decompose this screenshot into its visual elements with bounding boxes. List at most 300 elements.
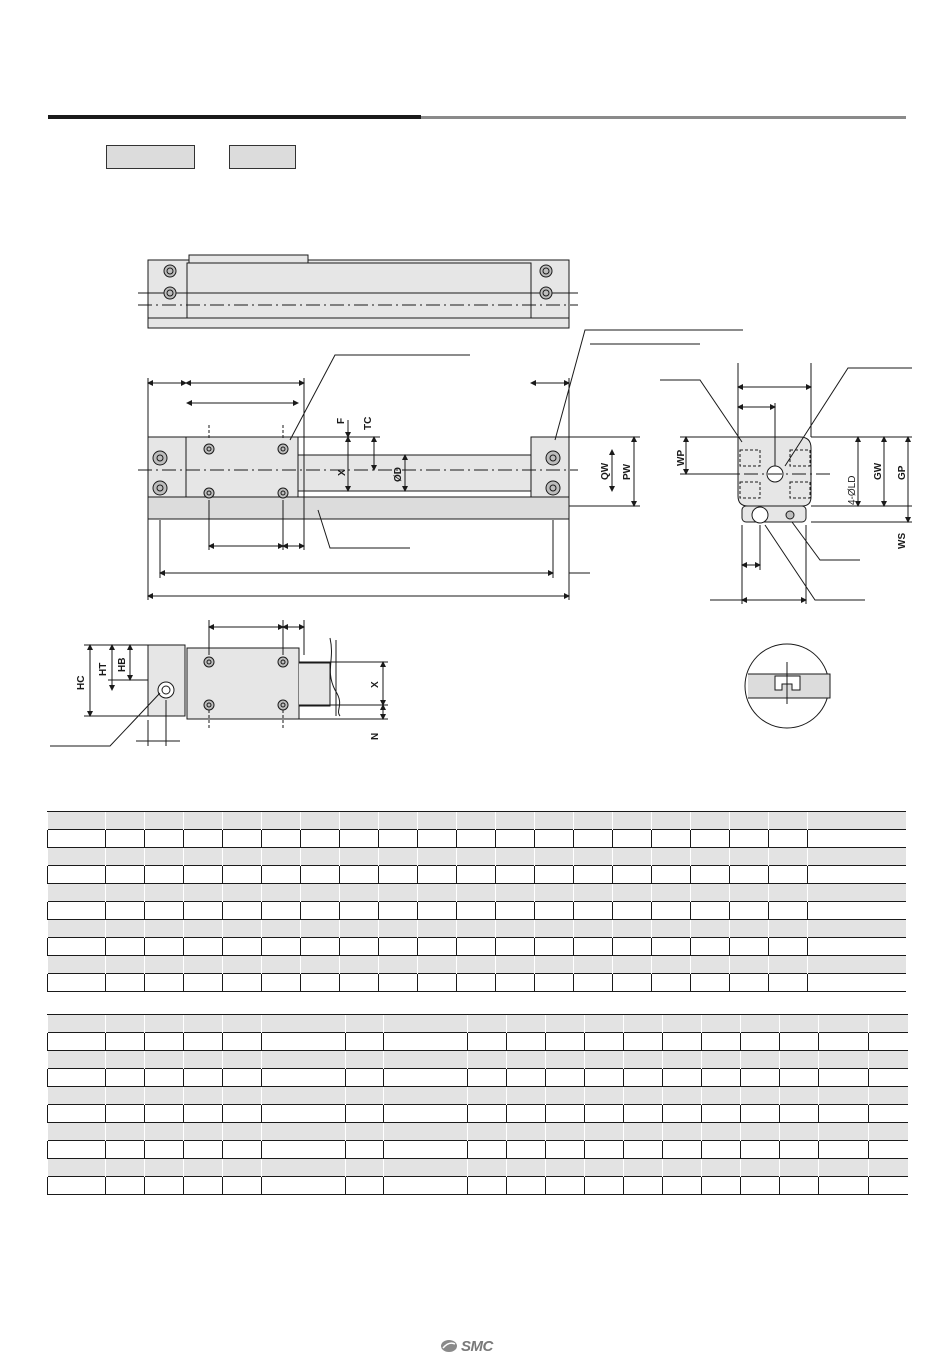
- table-cell: [379, 902, 418, 920]
- table-row: [48, 1123, 908, 1141]
- table-cell: [301, 956, 340, 974]
- table-cell: [301, 866, 340, 884]
- table-cell: [546, 1069, 585, 1087]
- table-cell: [340, 902, 379, 920]
- table-cell: [468, 1087, 507, 1105]
- table-cell: [702, 1051, 741, 1069]
- table-cell: [624, 1141, 663, 1159]
- table-cell: [418, 902, 457, 920]
- table-cell: [48, 1105, 106, 1123]
- dim-label-ht: HT: [98, 662, 109, 676]
- table-cell: [652, 884, 691, 902]
- table-cell: [702, 1141, 741, 1159]
- dim-label-wp: WP: [676, 449, 687, 466]
- table-cell: [496, 938, 535, 956]
- table-cell: [346, 1015, 384, 1033]
- table-cell: [702, 1069, 741, 1087]
- table-cell: [507, 1141, 546, 1159]
- table-cell: [535, 938, 574, 956]
- table-cell: [535, 830, 574, 848]
- table-cell: [546, 1033, 585, 1051]
- table-cell: [106, 1015, 145, 1033]
- table-cell: [384, 1105, 468, 1123]
- table-cell: [769, 830, 808, 848]
- table-cell: [624, 1159, 663, 1177]
- table-cell: [262, 974, 301, 992]
- table-cell: [663, 1051, 702, 1069]
- table-cell: [418, 956, 457, 974]
- dim-label-qw: QW: [600, 462, 611, 480]
- table-cell: [223, 1033, 262, 1051]
- smc-logo: [440, 1336, 510, 1356]
- table-cell: [869, 1177, 908, 1195]
- table-cell: [384, 1087, 468, 1105]
- table-cell: [691, 920, 730, 938]
- table-cell: [468, 1051, 507, 1069]
- table-cell: [780, 1123, 819, 1141]
- table-cell: [457, 920, 496, 938]
- table-cell: [106, 1051, 145, 1069]
- table-cell: [808, 866, 906, 884]
- table-cell: [663, 1015, 702, 1033]
- table-cell: [496, 830, 535, 848]
- table-cell: [496, 956, 535, 974]
- table-cell: [663, 1087, 702, 1105]
- table-cell: [223, 1015, 262, 1033]
- dim-label-gp: GP: [897, 465, 908, 480]
- table-cell: [819, 1051, 869, 1069]
- table-cell: [702, 1123, 741, 1141]
- table-cell: [546, 1123, 585, 1141]
- table-cell: [730, 956, 769, 974]
- table-cell: [340, 812, 379, 830]
- table-cell: [384, 1015, 468, 1033]
- table-cell: [301, 848, 340, 866]
- table-cell: [613, 830, 652, 848]
- table-cell: [457, 884, 496, 902]
- table-row: [48, 974, 906, 992]
- table-cell: [145, 1159, 184, 1177]
- table-cell: [184, 1141, 223, 1159]
- table-cell: [574, 884, 613, 902]
- table-cell: [418, 848, 457, 866]
- table-cell: [346, 1087, 384, 1105]
- table-cell: [780, 1159, 819, 1177]
- table-cell: [869, 1051, 908, 1069]
- table-cell: [384, 1033, 468, 1051]
- table-cell: [496, 866, 535, 884]
- table-cell: [780, 1087, 819, 1105]
- table-cell: [741, 1105, 780, 1123]
- table-cell: [340, 884, 379, 902]
- table-cell: [663, 1141, 702, 1159]
- table-cell: [869, 1141, 908, 1159]
- table-cell: [702, 1177, 741, 1195]
- table-cell: [730, 938, 769, 956]
- table-cell: [819, 1159, 869, 1177]
- table-cell: [184, 1123, 223, 1141]
- table-cell: [691, 974, 730, 992]
- table-cell: [702, 1015, 741, 1033]
- table-cell: [741, 1087, 780, 1105]
- table-cell: [106, 1177, 145, 1195]
- dim-label-od: ØD: [393, 467, 404, 482]
- table-cell: [585, 1051, 624, 1069]
- table-cell: [546, 1087, 585, 1105]
- table-cell: [624, 1033, 663, 1051]
- table-cell: [346, 1141, 384, 1159]
- table-cell: [48, 1087, 106, 1105]
- table-cell: [223, 1177, 262, 1195]
- table-cell: [585, 1141, 624, 1159]
- table-cell: [507, 1105, 546, 1123]
- table-cell: [869, 1033, 908, 1051]
- table-cell: [262, 1087, 346, 1105]
- table-cell: [585, 1033, 624, 1051]
- table-cell: [730, 812, 769, 830]
- table-cell: [574, 866, 613, 884]
- table-cell: [468, 1141, 507, 1159]
- table-cell: [780, 1177, 819, 1195]
- table-cell: [384, 1159, 468, 1177]
- table-cell: [48, 1033, 106, 1051]
- table-cell: [301, 830, 340, 848]
- table-row: [48, 920, 906, 938]
- table-cell: [691, 866, 730, 884]
- table-cell: [106, 974, 145, 992]
- table-cell: [457, 848, 496, 866]
- table-cell: [769, 920, 808, 938]
- table-cell: [769, 866, 808, 884]
- table-cell: [741, 1069, 780, 1087]
- table-cell: [457, 938, 496, 956]
- table-cell: [262, 1051, 346, 1069]
- table-cell: [730, 830, 769, 848]
- table-cell: [106, 1141, 145, 1159]
- table-cell: [663, 1033, 702, 1051]
- table-cell: [780, 1033, 819, 1051]
- table-cell: [223, 938, 262, 956]
- dim-label-gw: GW: [873, 462, 884, 480]
- table-cell: [184, 848, 223, 866]
- table-row: [48, 848, 906, 866]
- table-cell: [574, 848, 613, 866]
- table-cell: [769, 938, 808, 956]
- table-cell: [496, 848, 535, 866]
- dim-label-ws: WS: [897, 532, 908, 549]
- table-cell: [340, 920, 379, 938]
- dim-label-pw: PW: [622, 463, 633, 480]
- table-cell: [468, 1105, 507, 1123]
- table-cell: [262, 1105, 346, 1123]
- table-cell: [418, 866, 457, 884]
- table-cell: [223, 1051, 262, 1069]
- table-cell: [184, 974, 223, 992]
- table-cell: [223, 884, 262, 902]
- table-cell: [184, 884, 223, 902]
- table-cell: [106, 956, 145, 974]
- table-cell: [730, 974, 769, 992]
- table-cell: [184, 830, 223, 848]
- table-cell: [48, 1141, 106, 1159]
- table-cell: [652, 920, 691, 938]
- table-cell: [48, 938, 106, 956]
- table-cell: [346, 1051, 384, 1069]
- table-cell: [184, 1033, 223, 1051]
- table-cell: [663, 1123, 702, 1141]
- table-cell: [663, 1177, 702, 1195]
- table-cell: [262, 938, 301, 956]
- table-cell: [340, 974, 379, 992]
- table-cell: [457, 830, 496, 848]
- dim-label-f: F: [336, 417, 347, 424]
- table-cell: [145, 1069, 184, 1087]
- table-cell: [262, 884, 301, 902]
- table-cell: [379, 866, 418, 884]
- table-cell: [702, 1033, 741, 1051]
- table-cell: [184, 1105, 223, 1123]
- table-cell: [546, 1177, 585, 1195]
- table-cell: [384, 1141, 468, 1159]
- table-cell: [145, 884, 184, 902]
- table-cell: [585, 1015, 624, 1033]
- table-cell: [691, 830, 730, 848]
- table-cell: [145, 1051, 184, 1069]
- table-cell: [346, 1159, 384, 1177]
- table-cell: [262, 1159, 346, 1177]
- side-view: [660, 363, 912, 728]
- table-cell: [730, 884, 769, 902]
- table-cell: [184, 812, 223, 830]
- table-cell: [346, 1069, 384, 1087]
- dimensions-table-1: [47, 811, 906, 992]
- table-cell: [507, 1087, 546, 1105]
- table-cell: [340, 848, 379, 866]
- table-cell: [585, 1087, 624, 1105]
- table-cell: [145, 938, 184, 956]
- table-cell: [819, 1087, 869, 1105]
- table-cell: [262, 1069, 346, 1087]
- table-cell: [145, 956, 184, 974]
- table-cell: [457, 974, 496, 992]
- table-cell: [780, 1141, 819, 1159]
- table-cell: [184, 1069, 223, 1087]
- table-cell: [262, 830, 301, 848]
- table-cell: [48, 1015, 106, 1033]
- table-cell: [384, 1177, 468, 1195]
- table-cell: [819, 1141, 869, 1159]
- table-cell: [48, 956, 106, 974]
- table-cell: [741, 1015, 780, 1033]
- table-cell: [691, 902, 730, 920]
- table-cell: [340, 830, 379, 848]
- table-cell: [384, 1123, 468, 1141]
- table-cell: [106, 1069, 145, 1087]
- table-cell: [468, 1159, 507, 1177]
- table-cell: [730, 902, 769, 920]
- table-cell: [663, 1069, 702, 1087]
- table-cell: [535, 812, 574, 830]
- table-cell: [48, 1069, 106, 1087]
- table-cell: [48, 902, 106, 920]
- table-cell: [652, 974, 691, 992]
- table-cell: [507, 1123, 546, 1141]
- table-cell: [585, 1159, 624, 1177]
- table-cell: [808, 848, 906, 866]
- table-cell: [624, 1051, 663, 1069]
- table-cell: [48, 1051, 106, 1069]
- table-cell: [301, 920, 340, 938]
- table-cell: [574, 920, 613, 938]
- table-cell: [145, 920, 184, 938]
- table-cell: [613, 812, 652, 830]
- table-cell: [613, 974, 652, 992]
- table-cell: [184, 866, 223, 884]
- table-cell: [624, 1123, 663, 1141]
- table-cell: [496, 812, 535, 830]
- table-cell: [184, 1159, 223, 1177]
- table-cell: [769, 902, 808, 920]
- table-cell: [819, 1033, 869, 1051]
- table-row: [48, 1033, 908, 1051]
- table-cell: [418, 830, 457, 848]
- table-cell: [819, 1105, 869, 1123]
- table-cell: [769, 974, 808, 992]
- table-cell: [262, 1177, 346, 1195]
- table-cell: [624, 1015, 663, 1033]
- table-cell: [379, 974, 418, 992]
- table-cell: [106, 902, 145, 920]
- table-cell: [535, 884, 574, 902]
- table-cell: [106, 920, 145, 938]
- table-cell: [574, 902, 613, 920]
- table-cell: [262, 812, 301, 830]
- table-cell: [652, 866, 691, 884]
- table-cell: [869, 1015, 908, 1033]
- table-cell: [145, 812, 184, 830]
- table-cell: [507, 1051, 546, 1069]
- dim-label-hc: HC: [76, 675, 87, 690]
- table-cell: [869, 1159, 908, 1177]
- table-cell: [145, 902, 184, 920]
- table-row: [48, 866, 906, 884]
- table-cell: [418, 812, 457, 830]
- table-cell: [808, 974, 906, 992]
- table-row: [48, 1087, 908, 1105]
- table-cell: [808, 812, 906, 830]
- table-cell: [546, 1141, 585, 1159]
- table-cell: [535, 920, 574, 938]
- table-cell: [808, 830, 906, 848]
- table-cell: [262, 1123, 346, 1141]
- table-cell: [613, 884, 652, 902]
- table-cell: [48, 884, 106, 902]
- table-cell: [223, 1087, 262, 1105]
- table-cell: [223, 1123, 262, 1141]
- table-cell: [223, 830, 262, 848]
- table-cell: [574, 938, 613, 956]
- table-cell: [691, 848, 730, 866]
- dim-label-ld: 4-ØLD: [847, 475, 858, 505]
- table-cell: [145, 1123, 184, 1141]
- table-cell: [106, 1123, 145, 1141]
- table-cell: [340, 956, 379, 974]
- table-cell: [808, 956, 906, 974]
- table-cell: [145, 1105, 184, 1123]
- table-cell: [384, 1051, 468, 1069]
- table-cell: [624, 1069, 663, 1087]
- table-cell: [379, 848, 418, 866]
- table-cell: [613, 902, 652, 920]
- table-cell: [741, 1051, 780, 1069]
- table-cell: [48, 1159, 106, 1177]
- table-cell: [145, 830, 184, 848]
- table-cell: [869, 1105, 908, 1123]
- table-cell: [106, 1087, 145, 1105]
- table-cell: [48, 974, 106, 992]
- table-cell: [48, 1123, 106, 1141]
- table-cell: [106, 938, 145, 956]
- table-cell: [624, 1105, 663, 1123]
- table-cell: [262, 1015, 346, 1033]
- table-cell: [223, 956, 262, 974]
- table-cell: [702, 1159, 741, 1177]
- table-cell: [574, 830, 613, 848]
- table-cell: [613, 848, 652, 866]
- dim-label-n: N: [370, 732, 381, 740]
- table-cell: [223, 848, 262, 866]
- table-cell: [301, 974, 340, 992]
- table-cell: [535, 848, 574, 866]
- table-cell: [535, 866, 574, 884]
- table-cell: [613, 866, 652, 884]
- table-cell: [418, 938, 457, 956]
- table-cell: [574, 812, 613, 830]
- table-cell: [546, 1051, 585, 1069]
- table-cell: [780, 1069, 819, 1087]
- table-cell: [741, 1033, 780, 1051]
- table-cell: [808, 920, 906, 938]
- table-cell: [262, 920, 301, 938]
- table-cell: [574, 956, 613, 974]
- table-row: [48, 1177, 908, 1195]
- table-cell: [507, 1069, 546, 1087]
- table-cell: [184, 1087, 223, 1105]
- table-cell: [48, 848, 106, 866]
- table-cell: [457, 812, 496, 830]
- table-cell: [468, 1015, 507, 1033]
- brand-name: SMC: [461, 1337, 493, 1355]
- table-cell: [379, 830, 418, 848]
- table-cell: [145, 1141, 184, 1159]
- table-cell: [106, 812, 145, 830]
- smc-logo-icon: [440, 1339, 458, 1353]
- table-cell: [346, 1123, 384, 1141]
- table-cell: [379, 956, 418, 974]
- table-cell: [223, 920, 262, 938]
- table-cell: [808, 884, 906, 902]
- top-view: [138, 255, 578, 328]
- table-cell: [223, 866, 262, 884]
- table-cell: [780, 1051, 819, 1069]
- table-cell: [418, 920, 457, 938]
- table-cell: [741, 1123, 780, 1141]
- bottom-view: [50, 620, 388, 746]
- table-cell: [496, 974, 535, 992]
- table-cell: [546, 1105, 585, 1123]
- table-cell: [808, 902, 906, 920]
- table-cell: [741, 1141, 780, 1159]
